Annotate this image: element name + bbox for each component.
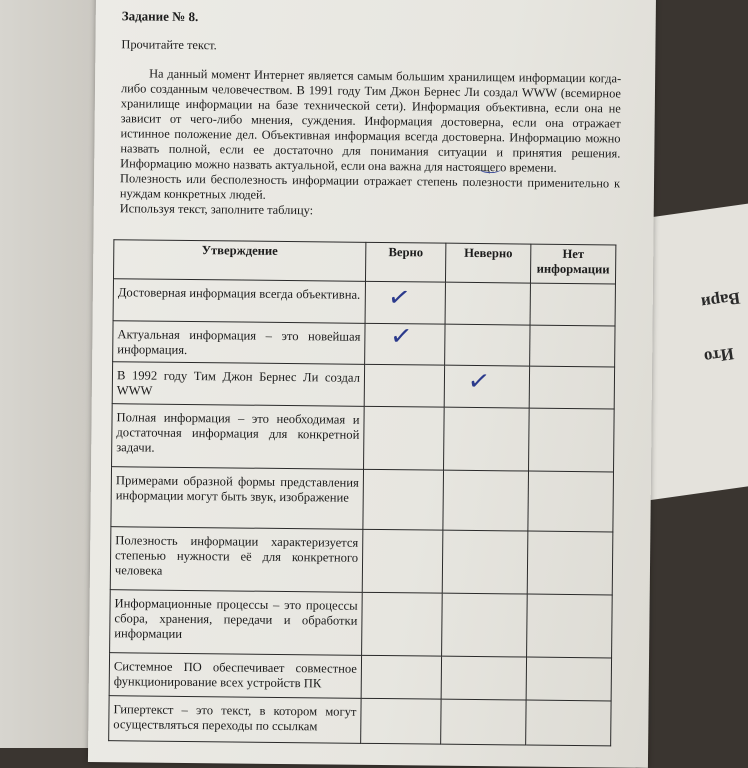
answer-cell-no-info[interactable] [528, 471, 614, 532]
answer-cell-false[interactable] [444, 407, 530, 471]
text-paragraph-2: Полезность или бесполезность информации отражает степень полезности применительно к нуждам конкретных людей. [119, 171, 621, 202]
fill-table-label: Используя текст, заполните таблицу: [119, 201, 314, 218]
answer-cell-false[interactable] [445, 282, 530, 325]
answer-cell-false[interactable] [444, 365, 529, 408]
header-false: Неверно [445, 243, 530, 283]
table-row [109, 696, 611, 746]
task-title: Задание № 8. [121, 8, 199, 25]
table-row [112, 362, 614, 409]
answer-cell-false[interactable] [443, 470, 529, 531]
answer-table [108, 239, 616, 746]
answer-cell-true[interactable] [362, 529, 443, 593]
handwritten-check-icon: ✓ [385, 281, 413, 315]
answer-cell-true[interactable] [361, 698, 441, 744]
statement-cell: Гипертекст – это текст, в котором могут осуществляться переходы по ссылкам [109, 696, 361, 744]
answer-cell-false[interactable] [441, 699, 526, 745]
answer-cell-no-info[interactable] [526, 700, 611, 746]
statement-cell: Актуальная информация – это новейшая информация. [113, 321, 365, 365]
statement-cell: Достоверная информация всегда объективна. [113, 279, 365, 324]
answer-cell-false[interactable] [442, 593, 528, 657]
answer-cell-no-info[interactable] [529, 366, 614, 409]
answer-cell-true[interactable] [364, 364, 444, 407]
answer-cell-no-info[interactable] [530, 325, 615, 367]
background-sheet-text: Вари [699, 288, 742, 313]
table-row [109, 653, 611, 701]
header-statement: Утверждение [113, 240, 365, 282]
answer-cell-no-info[interactable] [526, 657, 611, 701]
worksheet-page [88, 0, 656, 768]
statement-cell: В 1992 году Тим Джон Бернес Ли создал WWW [112, 362, 364, 407]
statement-cell: Примерами образной формы представления информации могут быть звук, изображение [111, 467, 364, 530]
header-no-info: Нет информации [530, 244, 615, 284]
handwritten-check-icon: ✓ [388, 320, 414, 353]
answer-cell-false[interactable] [445, 324, 530, 366]
answer-cell-true[interactable] [364, 406, 445, 470]
answer-cell-false[interactable] [441, 656, 526, 700]
answer-cell-true[interactable] [363, 469, 444, 530]
header-true: Верно [365, 242, 445, 282]
table-row [110, 527, 613, 595]
answer-cell-no-info[interactable] [527, 531, 613, 595]
table-row [113, 321, 615, 367]
task-text [120, 8, 622, 221]
statement-cell: Информационные процессы – это процессы сбора, хранения, передачи и обработки информации [110, 590, 363, 656]
answer-cell-true[interactable] [365, 320, 445, 365]
table-row [112, 404, 615, 472]
statement-cell: Полная информация – это необходимая и достаточная информация для конкретной задачи. [112, 404, 365, 470]
table-row [110, 590, 613, 658]
answer-cell-no-info[interactable] [527, 594, 613, 658]
pen-mark [479, 164, 501, 173]
answer-cell-true[interactable] [365, 281, 445, 324]
table-row [111, 467, 614, 532]
statement-cell: Полезность информации характеризуется степенью нужности её для конкретного человека [110, 527, 363, 593]
table-row [113, 279, 615, 326]
task-instruction: Прочитайте текст. [121, 37, 217, 53]
answer-cell-true[interactable] [362, 592, 443, 656]
handwritten-check-icon: ✓ [465, 365, 492, 399]
answer-cell-no-info[interactable] [529, 408, 615, 472]
answer-cell-no-info[interactable] [530, 283, 615, 326]
statement-cell: Системное ПО обеспечивает совместное функционирование всех устройств ПК [109, 653, 361, 699]
table-header-row [113, 240, 615, 284]
answer-cell-true[interactable] [361, 655, 441, 699]
background-sheet-text-2: Ито [703, 344, 736, 367]
text-paragraph-1: На данный момент Интернет является самым большим хранилищем информации когда-либо созданным человечеством. В 1991 году Тим Джон Бернес Ли создал WWW (всемирное хранилище информации на базе технической сети). Информация объективна, если она не зависит от чего-либо мнения, суждения. Информация достоверна, если она отражает истинное положение дел. Объективная информация всегда достоверна. Информацию можно назвать полной, если ее достаточно для понимания ситуации и принятия решения. Информацию можно назвать актуальной, если она важна для настоящего времени. [120, 66, 622, 175]
answer-cell-false[interactable] [442, 530, 528, 594]
